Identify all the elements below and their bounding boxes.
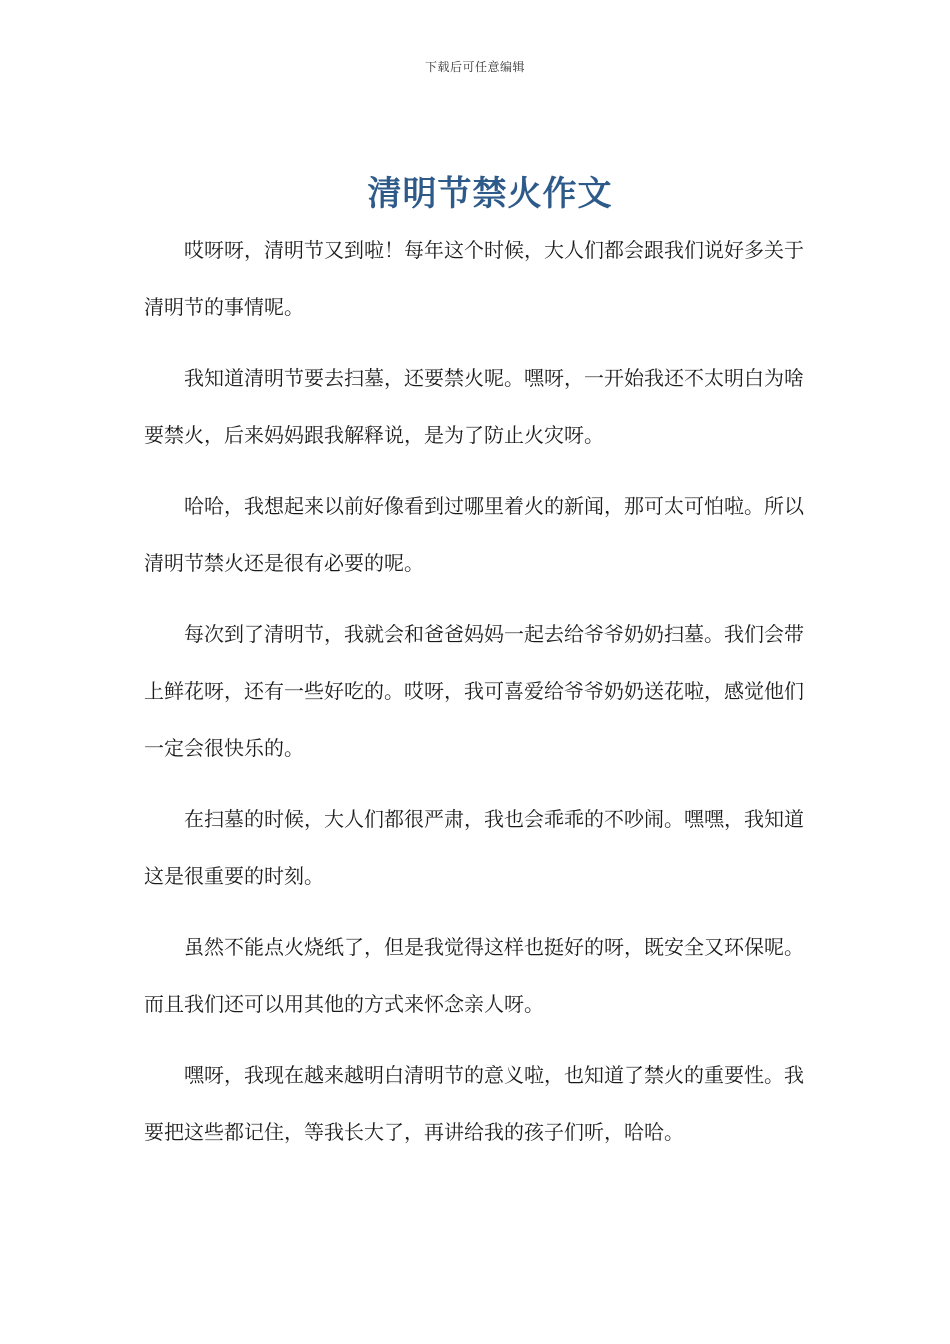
header-note: 下载后可任意编辑 — [424, 60, 525, 74]
document-title: 清明节禁火作文 — [367, 174, 613, 214]
paragraph: 我知道清明节要去扫墓，还要禁火呢。嘿呀，一开始我还不太明白为啥要禁火，后来妈妈跟我解释说，是为了防止火灾呀。 — [144, 366, 804, 447]
paragraph: 在扫墓的时候，大人们都很严肃，我也会乖乖的不吵闹。嘿嘿，我知道这是很重要的时刻。 — [144, 807, 804, 888]
paragraph: 哎呀呀，清明节又到啦！每年这个时候，大人们都会跟我们说好多关于清明节的事情呢。 — [144, 238, 804, 319]
article-body — [144, 222, 806, 1175]
paragraph: 每次到了清明节，我就会和爸爸妈妈一起去给爷爷奶奶扫墓。我们会带上鲜花呀，还有一些好吃的。哎呀，我可喜爱给爷爷奶奶送花啦，感觉他们一定会很快乐的。 — [144, 622, 804, 760]
paragraph: 嘿呀，我现在越来越明白清明节的意义啦，也知道了禁火的重要性。我要把这些都记住，等我长大了，再讲给我的孩子们听，哈哈。 — [144, 1063, 804, 1144]
paragraph: 哈哈，我想起来以前好像看到过哪里着火的新闻，那可太可怕啦。所以清明节禁火还是很有必要的呢。 — [144, 494, 804, 575]
paragraph: 虽然不能点火烧纸了，但是我觉得这样也挺好的呀，既安全又环保呢。而且我们还可以用其他的方式来怀念亲人呀。 — [144, 935, 804, 1016]
